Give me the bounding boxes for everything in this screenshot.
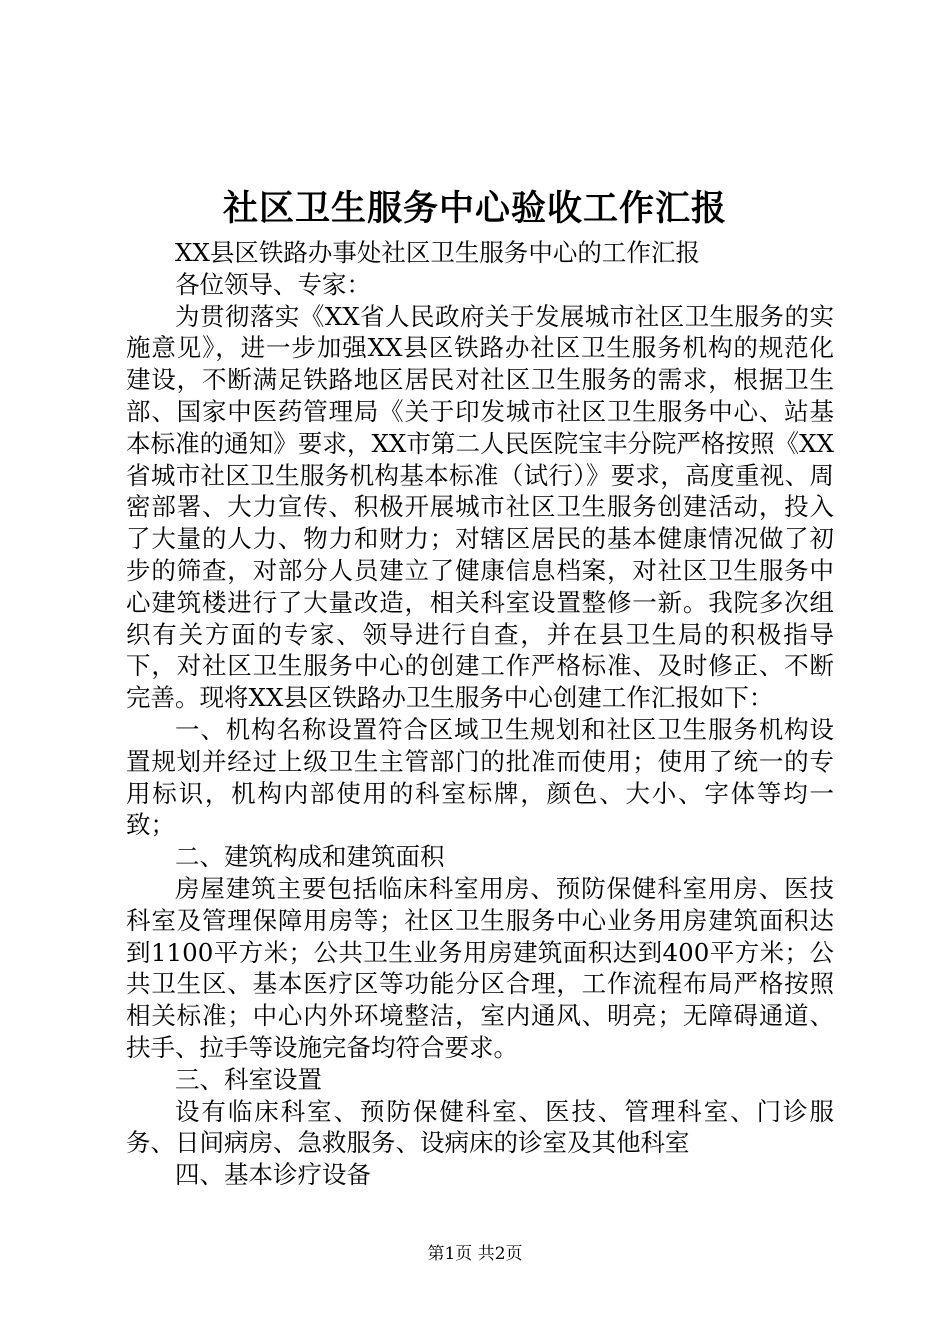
paragraph-salutation: 各位领导、专家： (175, 269, 371, 299)
paragraph-section-one: 一、机构名称设置符合区域卫生规划和社区卫生服务机构设置规划并经过上级卫生主管部门的批准而使用；使用了统一的专用标识，机构内部使用的科室标牌，颜色、大小、字体等均一致； (126, 714, 834, 840)
paragraph-section-two-heading: 二、建筑构成和建筑面积 (175, 842, 445, 872)
paragraph-introduction: 为贯彻落实《XX省人民政府关于发展城市社区卫生服务的实施意见》，进一步加强XX县区铁路办社区卫生服务机构的规范化建设，不断满足铁路地区居民对社区卫生服务的需求，根据卫生部、国家中医药管理局《关于印发城市社区卫生服务中心、站基本标准的通知》要求，XX市第二人民医院宝丰分院严格按照《XX省城市社区卫生服务机构基本标准（试行）》要求，高度重视、周密部署、大力宣传、积极开展城市社区卫生服务创建活动，投入了大量的人力、物力和财力；对辖区居民的基本健康情况做了初步的筛查，对部分人员建立了健康信息档案，对社区卫生服务中心建筑楼进行了大量改造，相关科室设置整修一新。我院多次组织有关方面的专家、领导进行自查，并在县卫生局的积极指导下，对社区卫生服务中心的创建工作严格标准、及时修正、不断完善。现将XX县区铁路办卫生服务中心创建工作汇报如下： (126, 301, 834, 713)
document-body (126, 237, 834, 1191)
paragraph-section-three-body: 设有临床科室、预防保健科室、医技、管理科室、门诊服务、日间病房、急救服务、设病床的诊室及其他科室 (126, 1096, 834, 1158)
page-number-footer: 第1页 共2页 (427, 1244, 523, 1264)
paragraph-heading-line: XX县区铁路办事处社区卫生服务中心的工作汇报 (175, 238, 700, 267)
document-title: 社区卫生服务中心验收工作汇报 (222, 188, 727, 229)
paragraph-section-three-heading: 三、科室设置 (175, 1064, 322, 1094)
paragraph-section-two-body: 房屋建筑主要包括临床科室用房、预防保健科室用房、医技科室及管理保障用房等；社区卫生服务中心业务用房建筑面积达到1100平方米；公共卫生业务用房建筑面积达到400平方米；公共卫生区、基本医疗区等功能分区合理，工作流程布局严格按照相关标准；中心内外环境整洁，室内通风、明亮；无障碍通道、扶手、拉手等设施完备均符合要求。 (126, 873, 834, 1062)
paragraph-section-four-heading: 四、基本诊疗设备 (175, 1160, 371, 1190)
